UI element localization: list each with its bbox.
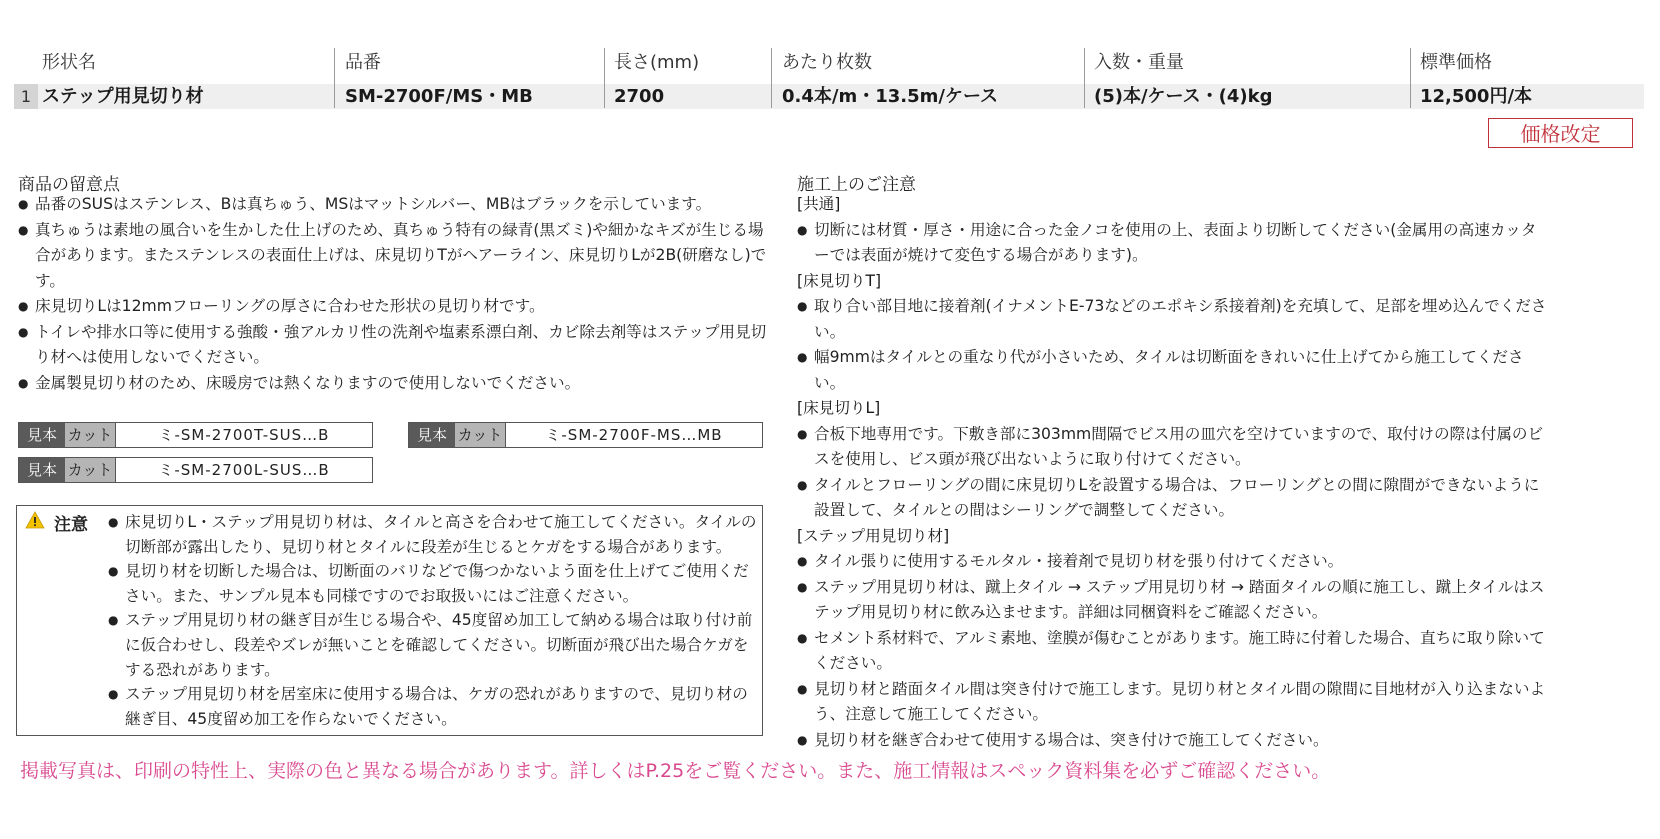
header-quantity-weight: 入数・重量 — [1094, 52, 1184, 73]
cell-name: ステップ用見切り材 — [42, 86, 204, 107]
caution-list — [108, 510, 758, 731]
cell-per-unit: 0.4本/m・13.5m/ケース — [782, 86, 999, 107]
list-item: ● 切断には材質・厚さ・用途に合った金ノコを使用の上、表面より切断してください(金属用の高速カッターでは表面が焼けて変色する場合があります)。 — [797, 218, 1547, 269]
floor-l-list — [797, 422, 1547, 524]
section-heading-floor-t: [床見切りT] — [797, 271, 882, 290]
footer-disclaimer: 掲載写真は、印刷の特性上、実際の色と異なる場合があります。詳しくはP.25をご覧ください。また、施工情報はスペック資料集を必ずご確認ください。 — [20, 760, 1331, 782]
sample-cut-l-sus — [18, 457, 373, 483]
column-divider — [1084, 48, 1085, 108]
sample-cut-f-ms — [408, 422, 763, 448]
sample-cut-t-sus — [18, 422, 373, 448]
product-notes-list — [18, 192, 768, 396]
common-list — [797, 218, 1547, 269]
cut-label: カット — [65, 458, 116, 482]
column-divider — [1410, 48, 1411, 108]
sample-code: ミ-SM-2700F-MS…MB — [545, 426, 723, 444]
sample-code: ミ-SM-2700T-SUS…B — [158, 426, 330, 444]
cut-label: カット — [455, 423, 506, 447]
price-change-badge: 価格改定 — [1488, 118, 1633, 148]
list-item: ● 合板下地専用です。下敷き部に303mm間隔でビス用の皿穴を空けていますので、取付けの際は付属のビスを使用し、ビス頭が飛び出ないように取り付けてください。 — [797, 422, 1547, 473]
cell-quantity-weight: (5)本/ケース・(4)kg — [1094, 86, 1273, 107]
column-divider — [604, 48, 605, 108]
header-shape-name: 形状名 — [42, 52, 96, 73]
floor-t-list — [797, 294, 1547, 396]
section-heading-floor-l: [床見切りL] — [797, 399, 881, 417]
sample-label: 見本 — [19, 458, 65, 482]
list-item: ● 床見切りL・ステップ用見切り材は、タイルと高さを合わせて施工してください。タイルの切断部が露出したり、見切り材とタイルに段差が生じるとケガをする場合があります。 — [108, 510, 758, 559]
sample-label: 見本 — [19, 423, 65, 447]
sample-label: 見本 — [409, 423, 455, 447]
list-item: ● 品番のSUSはステンレス、Bは真ちゅう、MSはマットシルバー、MBはブラックを示しています。 — [18, 192, 768, 218]
construction-notes — [797, 192, 1547, 753]
list-item: ● タイル張りに使用するモルタル・接着剤で見切り材を張り付けてください。 — [797, 549, 1547, 575]
list-item: ● 真ちゅうは素地の風合いを生かした仕上げのため、真ちゅう特有の緑青(黒ズミ)や細かなキズが生じる場合があります。またステンレスの表面仕上げは、床見切りTがヘアーライン、床見切りLが2B(研磨なし)です。 — [18, 218, 768, 295]
list-item: ● ステップ用見切り材は、蹴上タイル → ステップ用見切り材 → 踏面タイルの順に施工し、蹴上タイルはステップ用見切り材に飲み込ませます。詳細は同梱資料をご確認ください。 — [797, 575, 1547, 626]
section-heading-common: [共通] — [797, 195, 841, 213]
list-item: ● トイレや排水口等に使用する強酸・強アルカリ性の洗剤や塩素系漂白剤、カビ除去剤等はステップ用見切り材へは使用しないでください。 — [18, 320, 768, 371]
sample-code: ミ-SM-2700L-SUS…B — [158, 461, 330, 479]
warning-icon — [25, 511, 45, 529]
header-per-unit: あたり枚数 — [782, 52, 872, 73]
list-item: ● 見切り材と踏面タイル間は突き付けで施工します。見切り材とタイル間の隙間に目地材が入り込まないよう、注意して施工してください。 — [797, 677, 1547, 728]
list-item: ● 床見切りLは12mmフローリングの厚さに合わせた形状の見切り材です。 — [18, 294, 768, 320]
list-item: ● ステップ用見切り材を居室床に使用する場合は、ケガの恐れがありますので、見切り材の継ぎ目、45度留め加工を作らないでください。 — [108, 682, 758, 731]
product-notes-title: 商品の留意点 — [18, 175, 120, 195]
header-part-number: 品番 — [345, 52, 381, 73]
list-item: ● 金属製見切り材のため、床暖房では熱くなりますので使用しないでください。 — [18, 371, 768, 397]
list-item: ● 見切り材を切断した場合は、切断面のバリなどで傷つかないよう面を仕上げてご使用ください。また、サンプル見本も同様ですのでお取扱いにはご注意ください。 — [108, 559, 758, 608]
list-item: ● セメント系材料で、アルミ素地、塗膜が傷むことがあります。施工時に付着した場合、直ちに取り除いてください。 — [797, 626, 1547, 677]
step-list — [797, 549, 1547, 753]
list-item: ● ステップ用見切り材の継ぎ目が生じる場合や、45度留め加工して納める場合は取り付け前に仮合わせし、段差やズレが無いことを確認してください。切断面が飛び出た場合ケガをする恐れがあります。 — [108, 608, 758, 682]
cut-label: カット — [65, 423, 116, 447]
row-number: 1 — [14, 84, 38, 109]
list-item: ● 幅9mmはタイルとの重なり代が小さいため、タイルは切断面をきれいに仕上げてから施工してください。 — [797, 345, 1547, 396]
list-item: ● 取り合い部目地に接着剤(イナメントE-73などのエポキシ系接着剤)を充填して、足部を埋め込んでください。 — [797, 294, 1547, 345]
construction-notes-title: 施工上のご注意 — [797, 175, 916, 195]
column-divider — [771, 48, 772, 108]
cell-length: 2700 — [614, 86, 665, 107]
list-item: ● タイルとフローリングの間に床見切りLを設置する場合は、フローリングとの間に隙間ができないように設置して、タイルとの間はシーリングで調整してください。 — [797, 473, 1547, 524]
header-price: 標準価格 — [1420, 52, 1492, 73]
header-length: 長さ(mm) — [614, 52, 700, 73]
section-heading-step: [ステップ用見切り材] — [797, 526, 950, 545]
cell-part-number: SM-2700F/MS・MB — [345, 86, 533, 107]
caution-label: 注意 — [54, 515, 88, 535]
cell-price: 12,500円/本 — [1420, 86, 1533, 107]
column-divider — [334, 48, 335, 108]
list-item: ● 見切り材を継ぎ合わせて使用する場合は、突き付けで施工してください。 — [797, 728, 1547, 754]
